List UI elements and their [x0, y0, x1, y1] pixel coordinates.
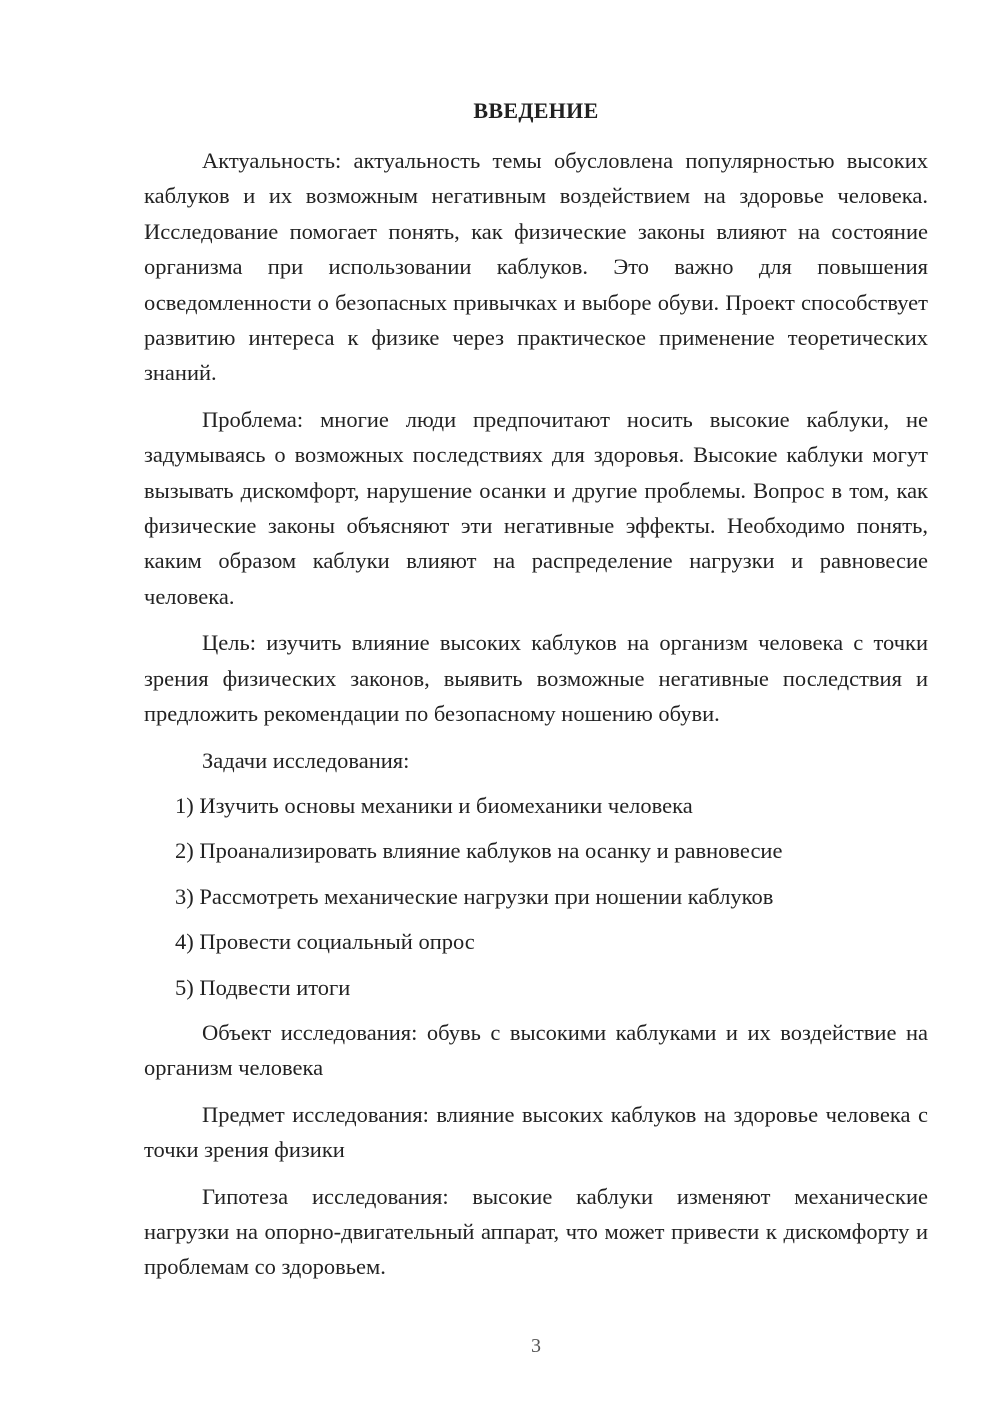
page-number: 3 — [531, 1335, 541, 1357]
list-item: 1) Изучить основы механики и биомеханики человека — [175, 792, 693, 818]
paragraph-hypothesis: Гипотеза исследования: высокие каблуки изменяют механические нагрузки на опорно-двигательный аппарат, что может привести к дискомфорту и проблемам со здоровьем. — [144, 1183, 928, 1280]
document-body — [144, 143, 928, 1296]
list-item: 2) Проанализировать влияние каблуков на осанку и равновесие — [175, 838, 783, 864]
paragraph-object: Объект исследования: обувь с высокими каблуками и их воздействие на организм человека — [144, 1019, 928, 1081]
tasks-heading: Задачи исследования: — [202, 747, 410, 773]
list-item: 5) Подвести итоги — [175, 974, 351, 1000]
list-item: 3) Рассмотреть механические нагрузки при ношении каблуков — [175, 883, 774, 909]
paragraph-subject: Предмет исследования: влияние высоких каблуков на здоровье человека с точки зрения физики — [144, 1101, 928, 1163]
tasks-list — [144, 788, 928, 1005]
paragraph-relevance: Актуальность: актуальность темы обусловлена популярностью высоких каблуков и их возможным негативным воздействием на здоровье человека. Исследование помогает понять, как физические законы влияют на состояние организма при использовании каблуков. Это важно для повышения осведомленности о безопасных привычках и выборе обуви. Проект способствует развитию интереса к физике через практическое применение теоретических знаний. — [144, 148, 928, 386]
page-title: ВВЕДЕНИЕ — [473, 98, 599, 123]
paragraph-problem: Проблема: многие люди предпочитают носить высокие каблуки, не задумываясь о возможных последствиях для здоровья. Высокие каблуки могут вызывать дискомфорт, нарушение осанки и другие проблемы. Вопрос в том, как физические законы объясняют эти негативные эффекты. Необходимо понять, каким образом каблуки влияют на распределение нагрузки и равновесие человека. — [144, 406, 928, 609]
list-item: 4) Провести социальный опрос — [175, 929, 475, 955]
paragraph-goal: Цель: изучить влияние высоких каблуков на организм человека с точки зрения физических законов, выявить возможные негативные последствия и предложить рекомендации по безопасному ношению обуви. — [144, 630, 928, 727]
